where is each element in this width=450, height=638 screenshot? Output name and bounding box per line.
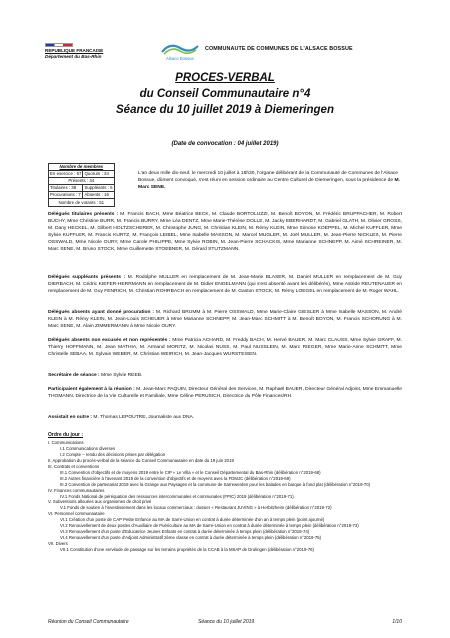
members-cell: Présents : 44: [49, 178, 115, 185]
section-text: Mme Sylvie REEB.: [99, 373, 143, 378]
members-cell: Suppléants : 6: [84, 185, 113, 191]
section-text: M. Jean-Marc PAQUIN, Directeur Général des Services, M. Raphaël BAUER, Directeur Général Adjoint, Mme Emmanuelle THOMANN, Directrice de la Vie Culturelle et Familiale, Mme Céline PERUSICH, Directrice du Pôle Finances/RH.: [48, 387, 402, 399]
republique-label: REPUBLIQUE FRANCAISE: [45, 48, 104, 54]
header-communaute-title: COMMUNAUTE DE COMMUNES DE L'ALSACE BOSSUE: [205, 46, 353, 52]
section-assistait: [48, 415, 402, 422]
members-cell: En exercice : 67: [50, 171, 82, 177]
section-label: Secrétaire de séance :: [48, 373, 100, 378]
convocation-date: (Date de convocation : 04 juillet 2019): [171, 141, 279, 147]
agenda-section: IV. Finances communautaires: [48, 487, 105, 493]
agenda-item: I.1 Communications diverses: [60, 445, 116, 451]
ordre-du-jour-list: [48, 440, 402, 553]
intro-text: L'an deux mille dix-neuf, le mercredi 10 juillet à 18h30, l'organe délibérant de la Communauté de Communes de l'Alsace Bossue, dûment convoqué, s'est réuni en session ordinaire au Centre Culturel de Diemeringen, sous la présidence de: [138, 171, 398, 183]
agenda-item: III.1 Convention d'objectifs et de moyens 2019 entre le CIP « Le Villa » et le Conseil Départemental du Bas-Rhin (délibération n°2019-68): [60, 469, 321, 475]
section-label: Délégués titulaires présents :: [48, 212, 119, 217]
agenda-item: VI.3 Renouvellement d'un poste d'Educatrice Jeunes Enfants en contrat à durée déterminée à temps plein (délibération n°2019-74): [60, 529, 310, 535]
ordre-du-jour-heading: Ordre du jour :: [48, 432, 83, 438]
footer-center: Séance du 10 juillet 2019: [198, 619, 255, 625]
agenda-item: VI.4 Renouvellement d'un poste d'Adjoint Administratif 2ème classe en contrat à durée déterminée à temps plein (délibération n°2019-75): [60, 535, 322, 541]
seance-date-title: Séance du 10 juillet 2019 à Diemeringen: [116, 104, 334, 116]
page-number: 1/10: [392, 619, 402, 625]
agenda-item: III.3 Convention de partenariat 2019 avec la Grange aux Paysages et la commune de Sarrewerden pour les balades en barque à fond plat (délibération n°2019-70): [60, 481, 371, 487]
president-name: M. Marc SENE.: [138, 178, 400, 190]
members-votants: Nombre de votants : 51: [49, 199, 115, 206]
document-subtitle: du Conseil Communautaire n°4: [139, 88, 311, 100]
agenda-item: I.2 Compte – rendu des décisions prises par délégation: [60, 451, 166, 457]
section-text: M. Richard BRUMM à M. Pierre OSSWALD, Mme Marie-Claire GIESLER à Mme Isabelle MASSON, M. André KLEIN à M. Rémy KLEIN, M. Jean-Louis SCHEUER à Mme Marianne SCHNEPP, M. Jean-Marc SCHMITT à M. Benoît BOYON, M. Francis SCHORUNG à M. Marc SENE, M. Alain ZIMMERMANN à Mme Nicole OURY.: [48, 310, 402, 329]
intro-paragraph: [138, 170, 400, 191]
footer-left: Réunion du Conseil Communautaire: [48, 619, 129, 625]
section-label: Participaient également à la réunion :: [48, 387, 135, 392]
header-republique: [45, 42, 135, 59]
members-table: [48, 163, 115, 207]
section-titulaires: [48, 212, 402, 253]
section-text: M. Rodolphe MULLER en remplacement de M. Jean-Marie BLASER, M. Daniel MULLER en remplacement de M. Guy DIERBACH, M. Cédric KIEFER-HERRMANN en remplacement de M. Didier ENGELMANN (qui s'est absenté avant les délibérés), Mme Astride REUTENAUER en remplacement de M. Guy FENRICH, M. Christian ROHRBACH en remplacement de M. Gaston STOCK, M. Rémy LOEGEL en remplacement de M. Roger WAHL.: [48, 275, 402, 294]
section-label: Délégués absents non excusés et non représentés :: [48, 338, 171, 343]
section-text: M. Francis BACH, Mme Béatrice BECK, M. Claude BORTOLUZZI, M. Benoît BOYON, M. Frédéric BRUPPACHER, M. Robert BUCHY, Mme Christine BURR, M. Francis BURRY, Mme Léa DENTZ, Mme Marie-Thérèse DOLLE, M. Jacky EBERHARDT, M. Gabriel GLATH, M. Olivier GROSS, M. Dany HECKEL, M. Gilbert HOLTZSCHERER, M. Christophe JUNG, M. Christian KLEIN, M. Rémy KLEIN, Mme Simone KOEPPEL, M. Michel KUFFLER, Mme Sylvie KUFFLER, M. Francis KURTZ, M. François LEIBEL, Mme Isabelle MASSON, M. Marcel MUGLER, M. Joël MULLER, M. Jean-Pierre NICKLES, M. Pierre OSSWALD, Mme Nicole OURY, Mme Carole PHILIPPE, Mme Sylvie ROBIN, M. Jean-Pierre SCHACKIS, Mme Marianne SCHNEPP, M. Aimé SCHREINER, M. Marc SENE, M. Bruno STOCK, Mme Guillemette STOEBNER, M. Gérard STUTZMANN.: [48, 212, 402, 252]
agenda-section: III. Contrats et conventions: [48, 463, 100, 469]
members-table-caption: Nombre de membres: [49, 164, 115, 171]
section-label: Assistait en outre :: [48, 415, 93, 420]
agenda-item: VI.2 Renouvellement de deux postes d'Auxiliaire de Puériculture au MA de Sarre-Union en contrat à durée déterminée à temps plein (délibération n°2019-73): [60, 523, 359, 529]
section-participaient: [48, 387, 402, 401]
ordre-du-jour: [48, 433, 402, 553]
agenda-item: VII.1 Constitution d'une servitude de passage sur les terrains propriétés de la CCAB à la MSAP de Drulingen (délibération n°2019-76): [60, 547, 314, 553]
section-text: M. Thomas LEPOUTRE, Journaliste aux DNA.: [92, 415, 195, 420]
departement-label: Département du Bas-Rhin: [45, 53, 102, 59]
section-text: Mme Patricia ACHARD, M. Freddy BACH, M. Hervé BAUER, M. Marc CLAUSS, Mme Sylvie GRAFF, M. Thierry HOFFMANN, M. Jean MATHIA, M. Armand MORITZ, M. Nicolas NUSS, M. Paul NUSSLEIN, M. Marc RIEGER, Mme Marie-Anne SCHMITT, Mme Christelle SEBAA, M. Sylvain WEBER, M. Christian WEIRICH, M. Jean-Jacques WURSTEISEN.: [48, 338, 402, 357]
agenda-section: II. Approbation du procès-verbal de la séance du Conseil Communautaire en date du 19 juin 2019: [48, 457, 234, 463]
alsace-bossue-logo-icon: [158, 38, 202, 62]
section-label: Délégués absents ayant donné procuration :: [48, 310, 154, 315]
agenda-item: III.2 Autres financière à l'avenant 2019 de la convention d'objectifs et de moyens avec la FDMJC (délibération n°2019-69): [60, 475, 291, 481]
agenda-section: VII. Divers: [48, 541, 68, 547]
logo-text: Alsace Bossue: [166, 56, 194, 61]
document-title: PROCES-VERBAL: [175, 72, 275, 84]
agenda-section: I. Communications: [48, 439, 84, 445]
section-secretaire: [48, 373, 402, 380]
members-cell: Quorum : 34: [83, 171, 114, 178]
agenda-item: IV.1 Fonds National de péréquation des ressources intercommunales et communales (FPIC) 2019 (délibération n°2019-71): [60, 493, 294, 499]
section-non-representes: [48, 338, 402, 359]
members-cell: Titulaires : 38: [49, 185, 83, 192]
agenda-section: V. Subventions allouées aux organismes de droit privé: [48, 499, 152, 505]
agenda-section: VI. Personnel communautaire: [48, 511, 105, 517]
section-label: Délégués suppléants présents :: [48, 275, 126, 280]
section-suppleants: [48, 275, 402, 296]
agenda-item: V.1 Fonds de soutien à l'investissement dans les locaux commerciaux : dossier « Restaurant JUVING » à Herbitzheim (délibération n°2019-72): [60, 505, 332, 511]
section-procuration: [48, 310, 402, 331]
members-cell: Procurations : 7: [49, 192, 83, 199]
flag-icon: [45, 42, 135, 47]
agenda-item: VI.1 Création d'un poste de CAP Petite Enfance au MA de Sarre-Union en contrat à durée déterminée d'un an à temps plein (point ajourné): [60, 517, 325, 523]
members-cell: Absents : 16: [83, 192, 114, 199]
